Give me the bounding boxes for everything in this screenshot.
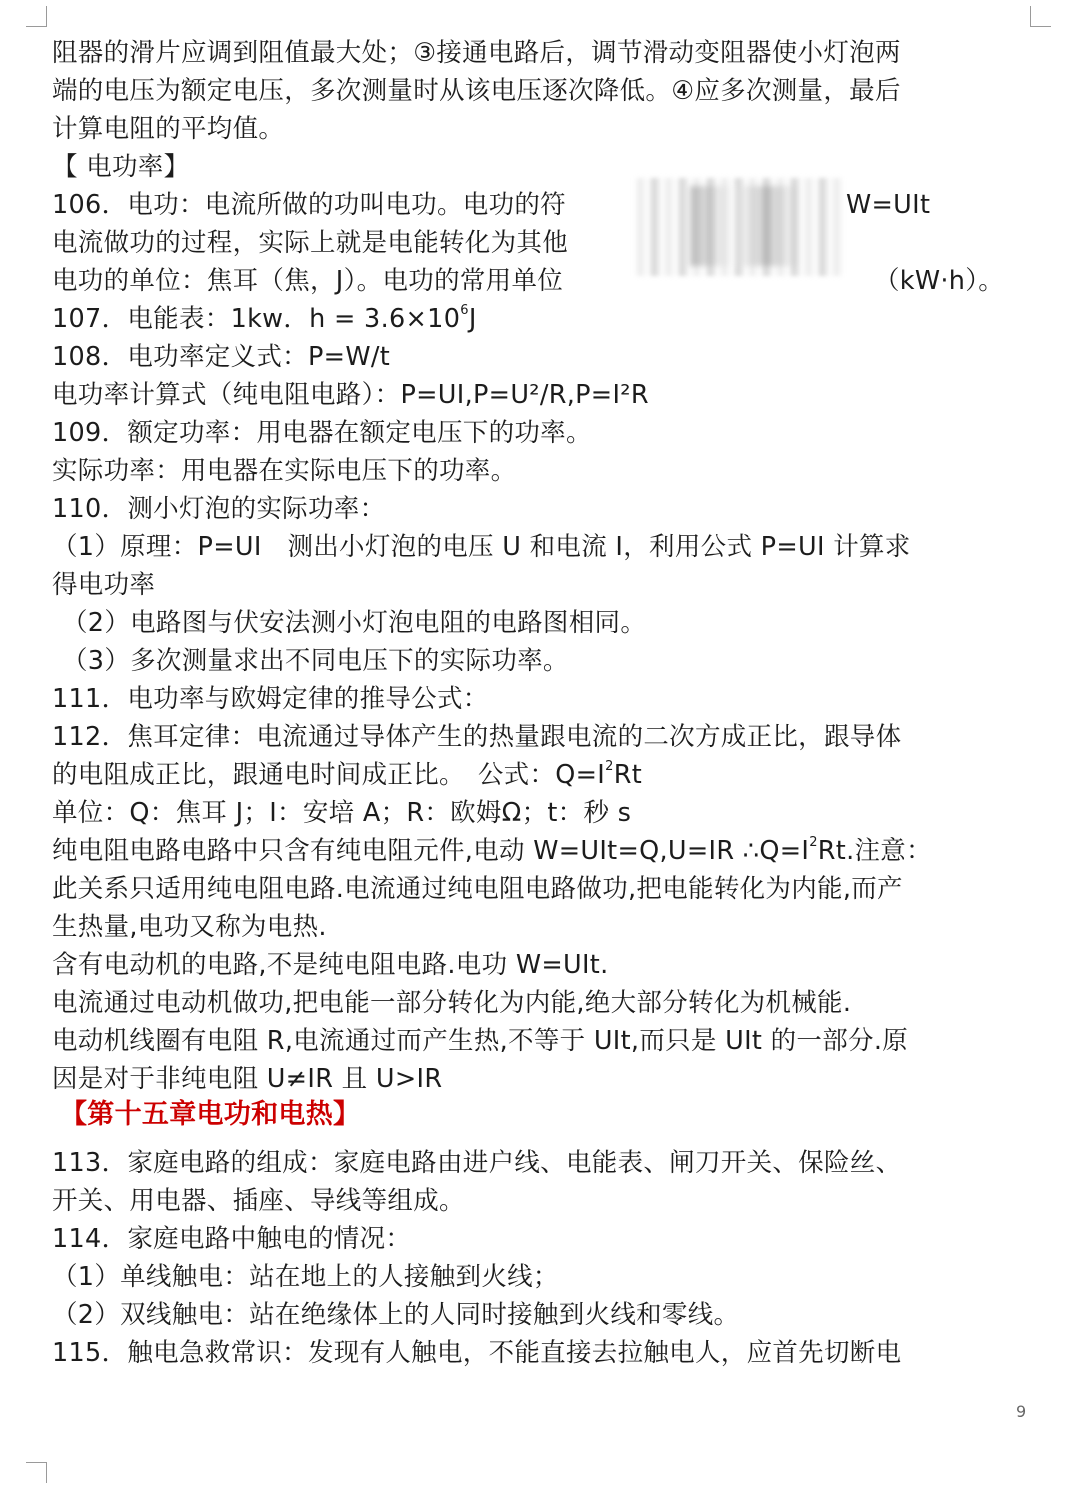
- text-line: 单位：Q：焦耳 J；I：安培 A；R：欧姆Ω；t：秒 s: [52, 798, 632, 828]
- text-line: 108．电功率定义式：P=W/t: [52, 342, 391, 372]
- text-line: （1）原理：P=UI 测出小灯泡的电压 U 和电流 I，利用公式 P=UI 计算求: [52, 532, 911, 562]
- text-line: （3）多次测量求出不同电压下的实际功率。: [62, 646, 569, 676]
- text-segment: Rt: [613, 760, 643, 790]
- text-line: （1）单线触电：站在地上的人接触到火线；: [52, 1262, 559, 1292]
- text-line: 得电功率: [52, 570, 156, 600]
- text-segment: 纯电阻电路电路中只含有纯电阻元件,电动 W=UIt=Q,U=IR ∴Q=I: [52, 836, 810, 866]
- text-line: 计算电阻的平均值。: [52, 114, 285, 144]
- superscript: 2: [809, 835, 818, 850]
- text-line: 含有电动机的电路,不是纯电阻电路.电功 W=UIt.: [52, 950, 609, 980]
- text-segment: 的电阻成正比，跟通电时间成正比。 公式：Q=I: [52, 760, 606, 790]
- text-segment: 106．电功：电流所做的功叫电功。电功的符: [52, 190, 566, 220]
- crop-mark-top-left: [26, 6, 47, 27]
- text-line: 电流通过电动机做功,把电能一部分转化为内能,绝大部分转化为机械能.: [52, 988, 852, 1018]
- chapter-heading: 【第十五章电功和电热】: [60, 1099, 361, 1130]
- text-line: 电功率计算式（纯电阻电路）：P=UI,P=U²/R,P=I²R: [52, 380, 649, 410]
- text-line: 电流做功的过程，实际上就是电能转化为其他: [52, 228, 569, 258]
- text-line: [52, 300, 1042, 338]
- text-line: 112．焦耳定律：电流通过导体产生的热量跟电流的二次方成正比，跟导体: [52, 722, 902, 752]
- text-line: 电动机线圈有电阻 R,电流通过而产生热,不等于 UIt,而只是 UIt 的一部分.原: [52, 1026, 909, 1056]
- text-line: 111．电功率与欧姆定律的推导公式：: [52, 684, 489, 714]
- text-line: 阻器的滑片应调到阻值最大处；③接通电路后，调节滑动变阻器使小灯泡两: [52, 38, 901, 68]
- text-segment: 电功的单位：焦耳（焦，J）。电功的常用单位: [52, 266, 564, 296]
- text-line: [52, 262, 1042, 300]
- text-line: [52, 756, 1042, 794]
- text-line: （2）双线触电：站在绝缘体上的人同时接触到火线和零线。: [52, 1300, 740, 1330]
- text-segment: J: [468, 304, 477, 334]
- blurred-redaction-shadow: [690, 186, 800, 266]
- text-line: [52, 186, 1042, 224]
- formula-w-uit: W=UIt: [846, 190, 931, 220]
- text-line: 113．家庭电路的组成：家庭电路由进户线、电能表、闸刀开关、保险丝、: [52, 1148, 902, 1178]
- text-line: 114．家庭电路中触电的情况：: [52, 1224, 412, 1254]
- text-line: 此关系只适用纯电阻电路.电流通过纯电阻电路做功,把电能转化为内能,而产: [52, 874, 903, 904]
- text-line: [52, 832, 1042, 870]
- text-line: 109．额定功率：用电器在额定电压下的功率。: [52, 418, 592, 448]
- text-segment: Rt.注意：: [817, 836, 932, 866]
- crop-mark-bottom-left: [26, 1462, 47, 1483]
- text-line: 115．触电急救常识：发现有人触电，不能直接去拉触电人，应首先切断电: [52, 1338, 902, 1368]
- superscript: 2: [605, 759, 614, 774]
- text-segment: （kW·h）。: [874, 266, 1005, 296]
- text-line: 端的电压为额定电压，多次测量时从该电压逐次降低。④应多次测量，最后: [52, 76, 901, 106]
- text-line: 实际功率：用电器在实际电压下的功率。: [52, 456, 517, 486]
- crop-mark-top-right: [1030, 6, 1051, 27]
- text-line: （2）电路图与伏安法测小灯泡电阻的电路图相同。: [62, 608, 647, 638]
- text-segment: 107．电能表：1kw．h = 3.6×10: [52, 304, 461, 334]
- text-line: 因是对于非纯电阻 U≠IR 且 U>IR: [52, 1064, 443, 1094]
- text-line: 开关、用电器、插座、导线等组成。: [52, 1186, 465, 1216]
- superscript: 6: [460, 303, 469, 318]
- text-line: 生热量,电功又称为电热.: [52, 912, 327, 942]
- text-line: 110．测小灯泡的实际功率：: [52, 494, 386, 524]
- page-number: 9: [1016, 1402, 1027, 1421]
- section-heading-electric-power: 【 电功率】: [52, 152, 190, 182]
